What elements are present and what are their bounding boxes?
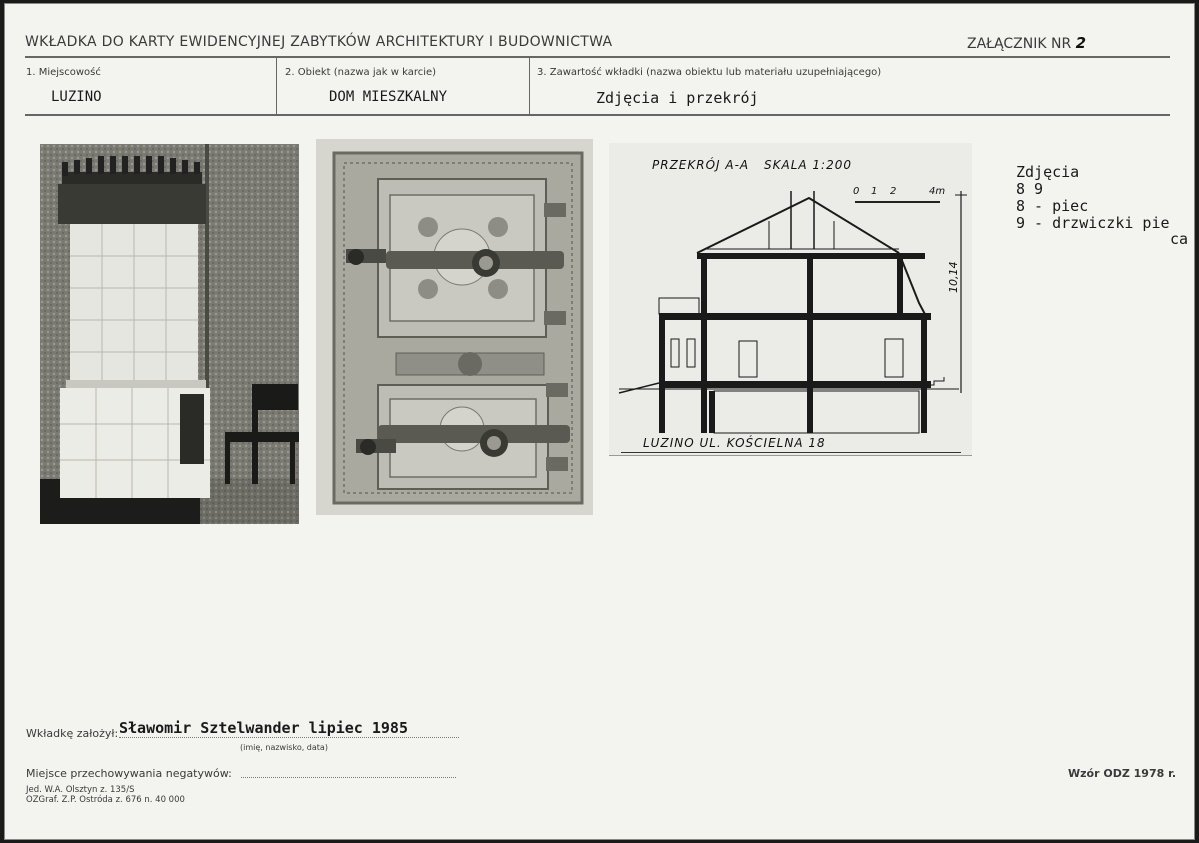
- founded-label: Wkładkę założył:: [26, 727, 119, 740]
- notes-item-2: 9 - drzwiczki pie: [1016, 214, 1170, 232]
- scale-tick-0: 0: [853, 186, 860, 197]
- scale-tick-1: 1: [871, 186, 878, 197]
- form-number: Wzór ODZ 1978 r.: [1068, 767, 1177, 780]
- drawing-title: PRZEKRÓJ A-A: [652, 158, 750, 172]
- stove-photo-image: [40, 144, 299, 524]
- form-title: WKŁADKA DO KARTY EWIDENCYJNEJ ZABYTKÓW ARCHITEKTURY I BUDOWNICTWA: [25, 34, 613, 50]
- negatives-label: Miejsce przechowywania negatywów:: [26, 767, 232, 780]
- founded-hint: (imię, nazwisko, data): [240, 743, 328, 752]
- object-label: 2. Obiekt (nazwa jak w karcie): [285, 67, 437, 78]
- attachment-number: 2: [1075, 34, 1087, 52]
- stove-door-image: [316, 139, 593, 515]
- locality-value: LUZINO: [51, 89, 102, 105]
- drawing-scale: SKALA 1:200: [764, 158, 852, 172]
- printer-line-2: OZGraf. Z.P. Ostróda z. 676 n. 40 000: [26, 795, 185, 805]
- height-dimension: 10,14: [947, 261, 960, 293]
- attachment-label-text: ZAŁĄCZNIK NR: [967, 36, 1072, 52]
- header-rule-top: [25, 56, 1170, 58]
- section-drawing: [609, 143, 972, 456]
- content-label: 3. Zawartość wkładki (nazwa obiektu lub materiału uzupełniającego): [537, 67, 882, 78]
- section-lines: [609, 143, 972, 455]
- header-rule-bottom: [25, 114, 1170, 116]
- notes-heading: Zdjęcia: [1016, 163, 1080, 181]
- printer-line-1: Jed. W.A. Olsztyn z. 135/S: [26, 785, 135, 795]
- drawing-caption: LUZINO UL. KOŚCIELNA 18: [643, 436, 826, 450]
- notes-item-2-cont: ca: [1170, 230, 1189, 248]
- record-sheet: [4, 3, 1195, 840]
- field-divider-1: [276, 58, 277, 114]
- notes-item-1: 8 - piec: [1016, 197, 1089, 215]
- negatives-value-line: [241, 776, 456, 778]
- attachment-label: [967, 34, 1086, 52]
- locality-label: 1. Miejscowość: [26, 67, 101, 78]
- caption-underline: [621, 452, 961, 453]
- scale-tick-2: 2: [890, 186, 897, 197]
- scale-tick-4: 4m: [929, 186, 946, 197]
- content-value: Zdjęcia i przekrój: [596, 89, 759, 107]
- field-divider-2: [529, 58, 530, 114]
- founded-value: Sławomir Sztelwander lipiec 1985: [119, 719, 459, 738]
- notes-numbers: 8 9: [1016, 180, 1044, 198]
- object-value: DOM MIESZKALNY: [329, 89, 448, 105]
- stove-photo: [40, 144, 299, 524]
- stove-door-photo: [316, 139, 593, 515]
